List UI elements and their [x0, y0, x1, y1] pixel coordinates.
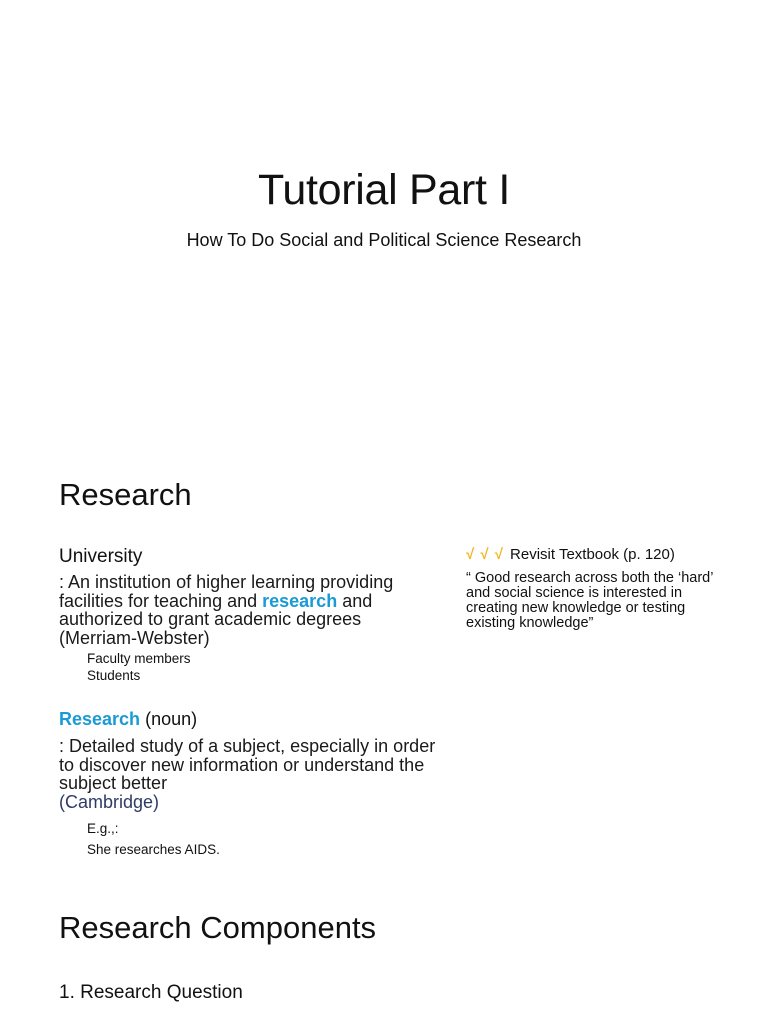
university-term: University: [59, 546, 143, 567]
part-of-speech: (noun): [145, 709, 198, 729]
checkmarks-icon: √ √ √: [466, 546, 505, 563]
research-heading: Research: [59, 477, 192, 512]
research-highlight: research: [262, 590, 338, 611]
research-term: Research: [59, 709, 141, 729]
slide-title: Tutorial Part I: [258, 166, 510, 214]
research-noun-term: [59, 709, 197, 730]
slide-subtitle: How To Do Social and Political Science Research: [186, 230, 582, 250]
university-members-list: [87, 650, 191, 684]
textbook-note-label: Revisit Textbook (p. 120): [510, 546, 675, 563]
list-item: Faculty members: [87, 651, 191, 666]
textbook-note: [466, 546, 675, 563]
definition-text: : Detailed study of a subject, especially in order to discover new information or understand the subject better: [59, 736, 436, 793]
example-label: E.g.,:: [87, 821, 119, 836]
components-heading: Research Components: [59, 910, 377, 945]
component-item: 1. Research Question: [59, 982, 243, 1003]
definition-source: (Cambridge): [59, 791, 160, 812]
textbook-quote: “ Good research across both the ‘hard’ and social science is interested in creating new knowledge or testing existing knowledge”: [466, 570, 713, 631]
example-block: [87, 818, 220, 860]
university-definition: [59, 573, 439, 647]
research-definition: [59, 737, 439, 811]
definition-text-part2: and authorized to grant academic degrees (Merriam-Webster): [59, 590, 373, 648]
example-text: She researches AIDS.: [87, 842, 220, 857]
list-item: Students: [87, 668, 141, 683]
definition-text-part1: : An institution of higher learning providing facilities for teaching and: [59, 572, 394, 611]
